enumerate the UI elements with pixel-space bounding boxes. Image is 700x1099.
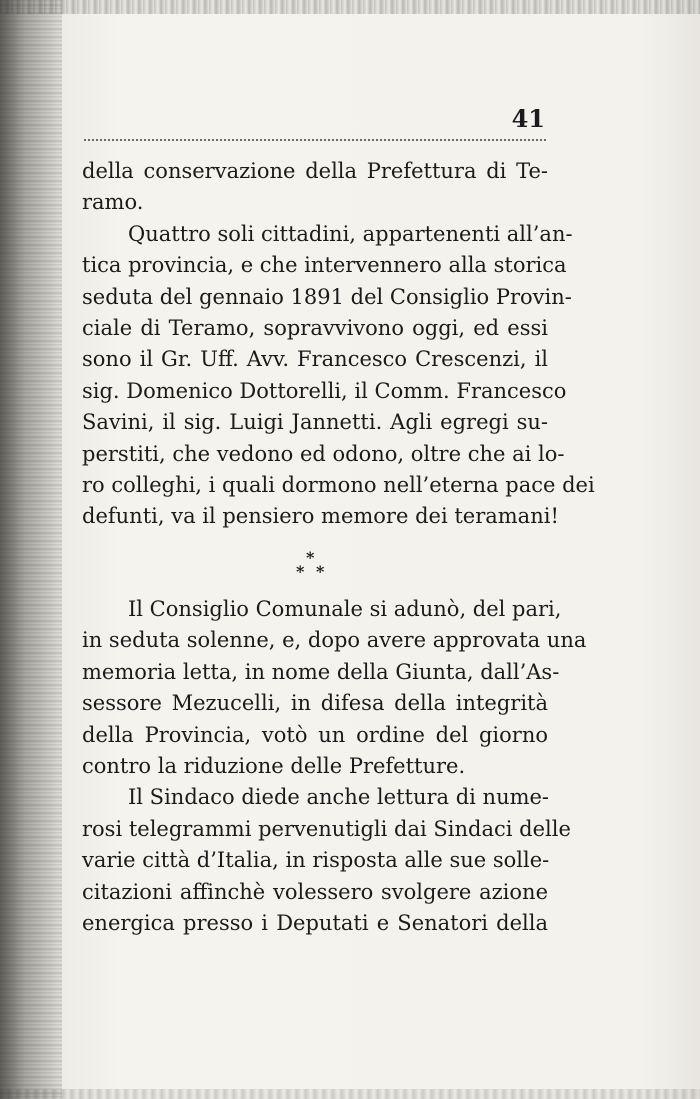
asterism-separator bbox=[288, 548, 336, 582]
text-line: contro la riduzione delle Prefetture. bbox=[82, 754, 466, 779]
text-line: defunti, va il pensiero memore dei teramani! bbox=[82, 504, 559, 529]
text-line: Quattro soli cittadini, appartenenti all’an- bbox=[128, 221, 573, 246]
page-number: 41 bbox=[511, 104, 545, 133]
text-line: perstiti, che vedono ed odono, oltre che ai lo- bbox=[82, 441, 565, 466]
top-edge-wear bbox=[0, 0, 700, 14]
text-line: energica presso i Deputati e Senatori della bbox=[82, 911, 548, 936]
text-line: seduta del gennaio 1891 del Consiglio Provin- bbox=[82, 284, 572, 309]
text-line: ciale di Teramo, sopravvivono oggi, ed essi bbox=[82, 316, 548, 341]
text-line: ramo. bbox=[82, 190, 144, 215]
binding-shadow bbox=[0, 0, 62, 1099]
text-line: rosi telegrammi pervenutigli dai Sindaci delle bbox=[82, 816, 571, 841]
text-line: Il Consiglio Comunale si adunò, del pari, bbox=[128, 597, 562, 621]
text-line: sono il Gr. Uff. Avv. Francesco Crescenzi, il bbox=[82, 347, 548, 372]
text-line: sig. Domenico Dottorelli, il Comm. Francesco bbox=[82, 378, 567, 403]
text-line: in seduta solenne, e, dopo avere approvata una bbox=[82, 628, 587, 653]
text-line: della Provincia, votò un ordine del giorno bbox=[82, 722, 548, 747]
text-line: varie città d’Italia, in risposta alle sue solle- bbox=[82, 848, 550, 873]
text-line: Il Sindaco diede anche lettura di nume- bbox=[128, 785, 550, 810]
text-line: citazioni affinchè volessero svolgere azione bbox=[82, 879, 548, 904]
header-rule bbox=[84, 139, 546, 141]
asterisk: * bbox=[316, 562, 325, 581]
text-block-bottom bbox=[82, 594, 587, 939]
text-line: ro colleghi, i quali dormono nell’eterna pace dei bbox=[82, 473, 595, 498]
asterisk: * bbox=[296, 562, 305, 581]
text-line: tica provincia, e che intervennero alla storica bbox=[82, 253, 567, 278]
bottom-edge-wear bbox=[0, 1089, 700, 1099]
text-block-top bbox=[82, 156, 595, 533]
text-line: Savini, il sig. Luigi Jannetti. Agli egregi su- bbox=[82, 410, 548, 435]
text-line: sessore Mezucelli, in difesa della integrità bbox=[82, 691, 548, 716]
text-line: della conservazione della Prefettura di Te- bbox=[82, 159, 548, 183]
asterisk: * bbox=[306, 548, 315, 567]
text-line: memoria letta, in nome della Giunta, dall’As- bbox=[82, 659, 560, 684]
